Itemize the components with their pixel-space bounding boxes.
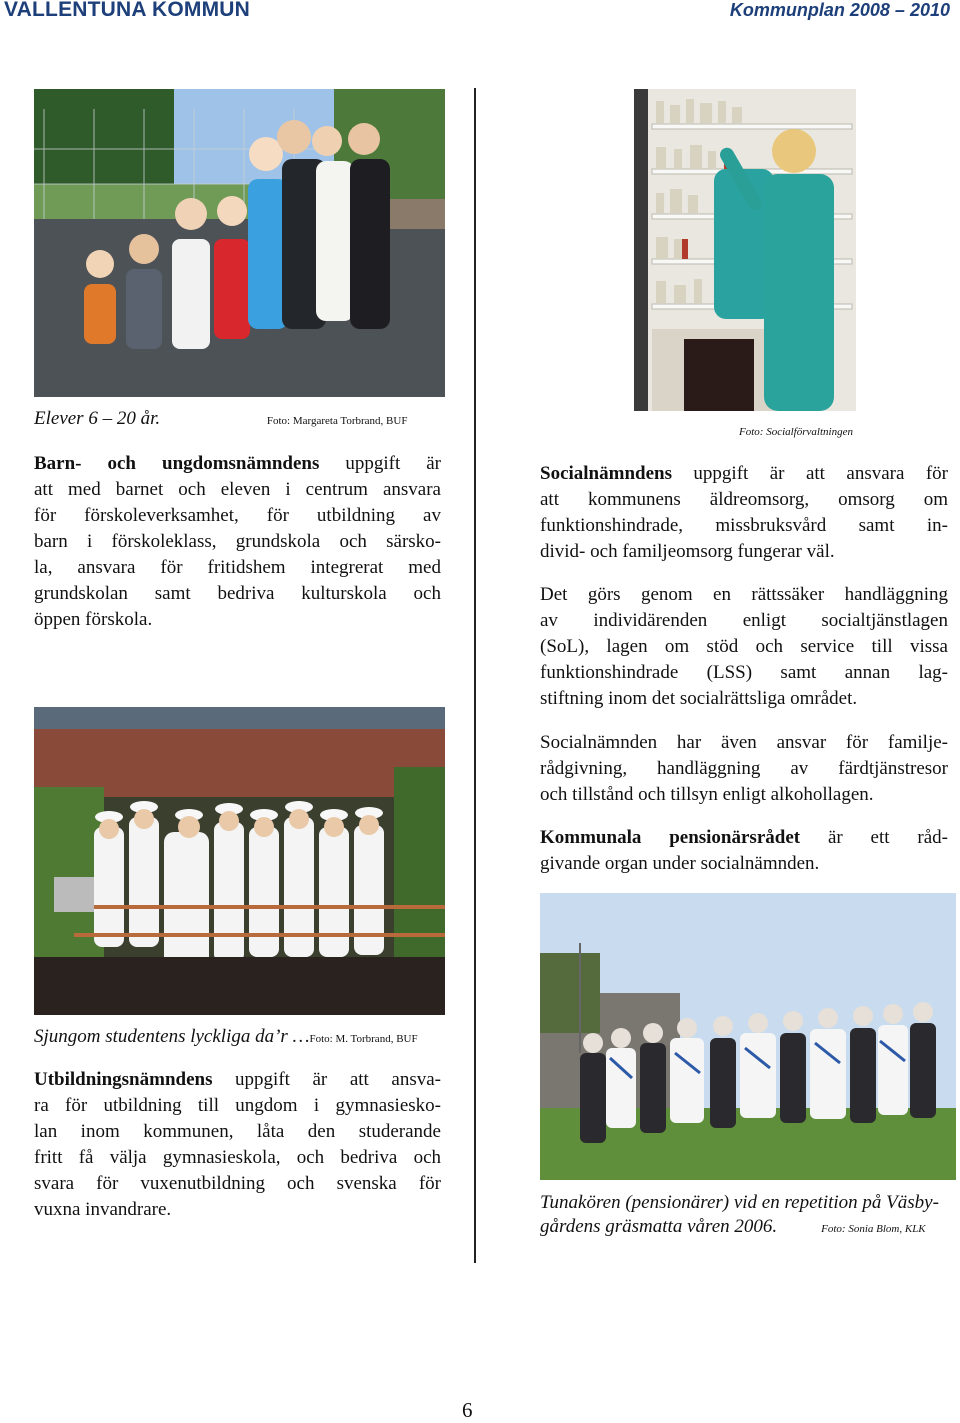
photo-choir-credit: Foto: Sonia Blom, KLK [821, 1223, 926, 1235]
term-utb: Utbildningsnämndens [34, 1069, 213, 1090]
term-soc: Socialnämndens [540, 463, 672, 484]
photo-students [34, 89, 445, 397]
paragraph-pensionarsradet: Kommunala pensionärsrådet är ett råd- givande organ under socialnämnden. [540, 827, 948, 874]
photo-pharmacy [634, 89, 856, 411]
paragraph-utb: Utbildningsnämndens uppgift är att ansva- ra för utbildning till ungdom i gymnasiesko- lan inom kommunen, låta den studerande fritt få välja gymnasieskola, och bedriva och svara för vuxenutbildning och svenska för vuxna invandrare. [34, 1069, 441, 1220]
paragraph-soc: Socialnämndens uppgift är att ansvara för att kommunens äldreomsorg, omsorg om funktionshindrade, missbruksvård samt in- divid- och familjeomsorg fungerar väl. [540, 463, 948, 562]
paragraph-soc-handlaggning: Det görs genom en rättssäker handläggning av individärenden enligt socialtjänstlagen (SoL), lagen om stöd och service till vissa funktionshindrade (LSS) samt annan lag- stiftning inom det socialrättsliga området. [540, 584, 948, 709]
photo-graduation-caption: Sjungom studentens lyckliga da’r …Foto: M. Torbrand, BUF [34, 1026, 418, 1047]
paragraph-soc-familjeradgivning: Socialnämnden har även ansvar för familje- rådgivning, handläggning av färdtjänstresor och tillstånd och tillsyn enligt alkohollagen. [540, 732, 948, 805]
photo-pharmacy-caption [739, 419, 853, 441]
municipality-name: VALLENTUNA KOMMUN [4, 0, 251, 21]
term-kpr: Kommunala pensionärsrådet [540, 827, 801, 848]
photo-graduation [34, 707, 445, 1015]
photo-choir [540, 893, 956, 1180]
term-buf: Barn- och ungdomsnämndens [34, 453, 320, 474]
document-title: Kommunplan 2008 – 2010 [729, 0, 950, 20]
column-divider [474, 88, 476, 1263]
photo-students-caption: Elever 6 – 20 år. Foto: Margareta Torbrand, BUF [34, 408, 408, 429]
paragraph-buf: Barn- och ungdomsnämndens uppgift är att med barnet och eleven i centrum ansvara för förskoleverksamhet, för utbildning av barn i förskoleklass, grundskola och särsko- la, ansvara för fritidshem integrerat med grundskolan samt bedriva kulturskola och öppen förskola. [34, 453, 441, 630]
photo-choir-caption: Tunakören (pensionärer) vid en repetition på Väsby- gårdens gräsmatta våren 2006. Foto: Sonia Blom, KLK [540, 1192, 939, 1237]
page-number: 6 [462, 1398, 473, 1422]
photo-students-credit: Foto: Margareta Torbrand, BUF [266, 415, 408, 427]
photo-pharmacy-credit: Foto: Socialförvaltningen [739, 426, 853, 438]
photo-graduation-credit: Foto: M. Torbrand, BUF [309, 1033, 418, 1045]
